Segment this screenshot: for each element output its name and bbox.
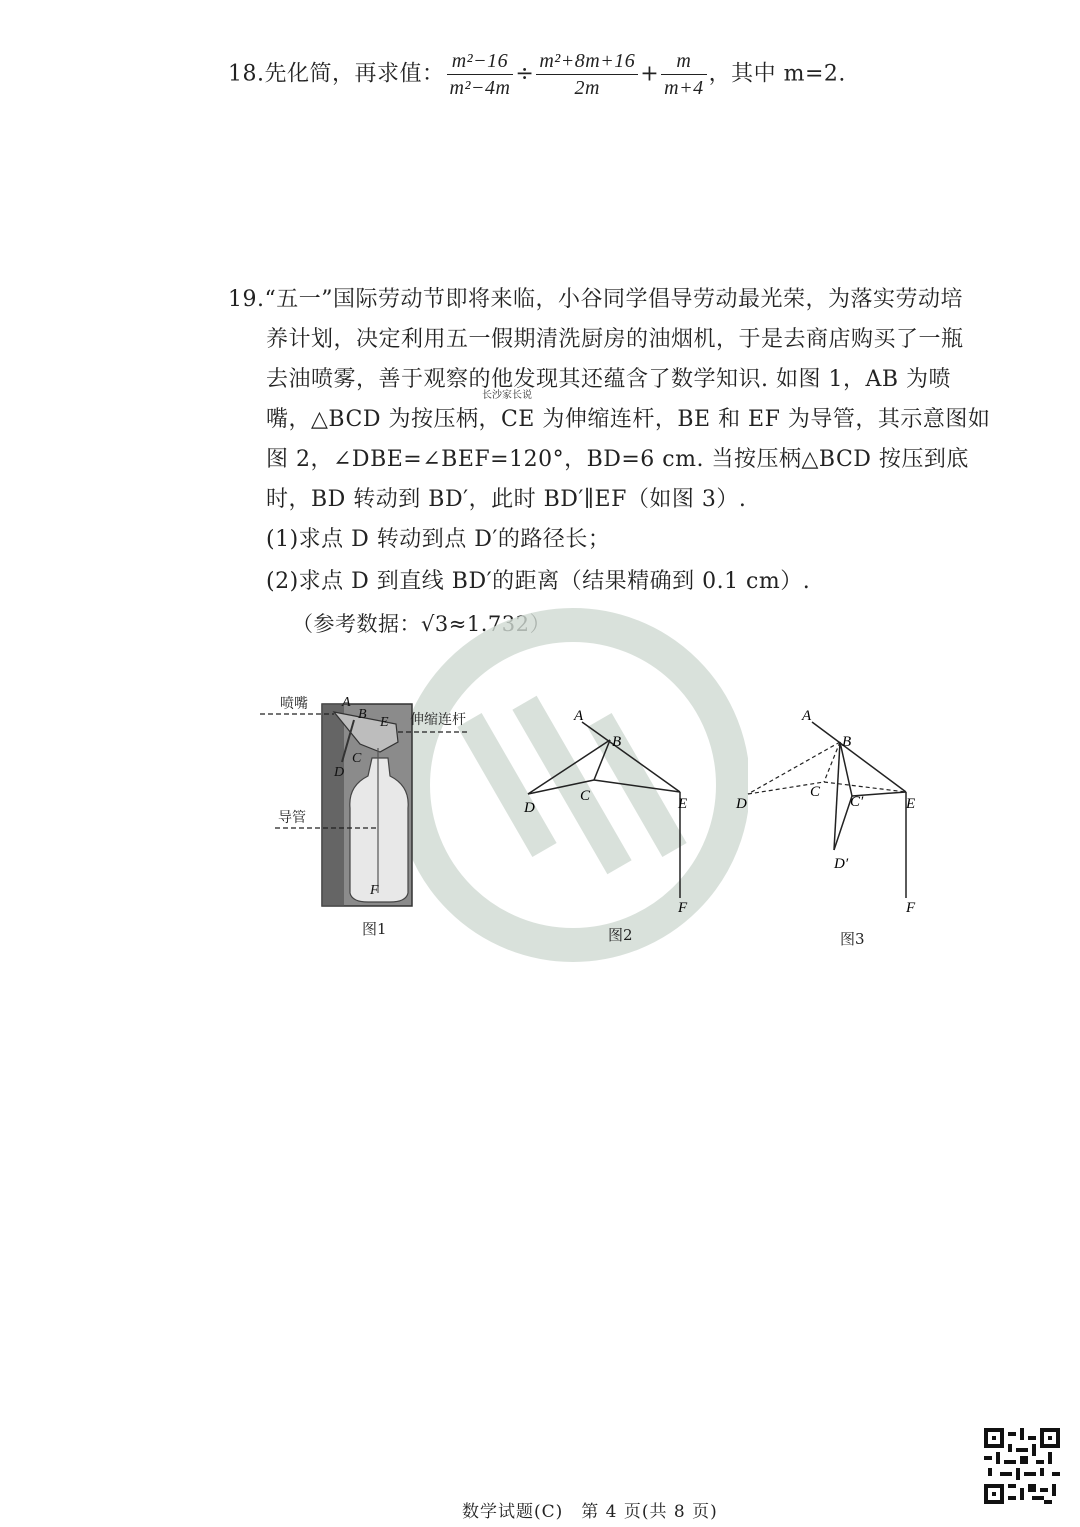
- fig1-pt-B: B: [358, 707, 367, 722]
- fig2-pt-E: E: [678, 796, 688, 812]
- q18-fraction-2: [536, 48, 638, 101]
- q19-line-4: 嘴，△BCD 为按压柄，CE 为伸缩连杆，BE 和 EF 为导管，其示意图如: [266, 407, 991, 432]
- q18-frac2-den: 2m: [574, 77, 600, 99]
- q19-line-1: [228, 282, 963, 313]
- fig2-pt-B: B: [612, 734, 622, 750]
- fig1-pt-F: F: [370, 883, 379, 898]
- q19-line-2: 养计划，决定利用五一假期清洗厨房的油烟机，于是去商店购买了一瓶: [266, 327, 964, 352]
- q18-div: ÷: [515, 61, 535, 87]
- q19-number: 19.: [228, 287, 265, 312]
- fig3-pt-F: F: [906, 900, 916, 916]
- q18-fraction-3: [661, 48, 706, 101]
- fig1-label-nozzle: 喷嘴: [280, 696, 308, 712]
- fig3-pt-D: D: [736, 796, 747, 812]
- fig2-pt-C: C: [580, 788, 591, 804]
- fig1-pt-A: A: [342, 695, 351, 710]
- fig3-pt-D-prime: D′: [834, 856, 849, 872]
- q18-fraction-1: [447, 48, 514, 101]
- figure-3: [730, 700, 930, 920]
- fig2-pt-A: A: [574, 708, 584, 724]
- fig3-pt-E: E: [906, 796, 916, 812]
- q19-line-5: 图 2，∠DBE=∠BEF=120°，BD=6 cm. 当按压柄△BCD 按压到底: [266, 447, 969, 472]
- fig1-pt-D: D: [334, 765, 345, 780]
- fig1-pt-E: E: [380, 715, 389, 730]
- q18-frac1-num: m²−16: [447, 48, 514, 75]
- q19-line-6: 时，BD 转动到 BD′，此时 BD′∥EF（如图 3）.: [266, 487, 747, 512]
- fig3-pt-C: C: [810, 784, 821, 800]
- overlay-note: 长沙家长说: [482, 390, 532, 401]
- q18-frac1-den: m²−4m: [449, 77, 511, 99]
- fig2-pt-D: D: [524, 800, 535, 816]
- q18-frac3-num: m: [661, 48, 706, 75]
- question-18: [228, 48, 846, 101]
- qr-code: [984, 1428, 1060, 1504]
- q18-number: 18.: [228, 61, 265, 87]
- page-footer: 数学试题(C) 第 4 页(共 8 页): [462, 1502, 718, 1522]
- fig3-pt-C-prime: C′: [850, 794, 864, 810]
- fig3-pt-B: B: [842, 734, 852, 750]
- figure-1: [230, 688, 480, 918]
- fig2-caption: 图2: [608, 926, 633, 944]
- q18-frac2-num: m²+8m+16: [536, 48, 638, 75]
- fig3-caption: 图3: [840, 930, 865, 948]
- q18-frac3-den: m+4: [664, 77, 704, 99]
- q19-sub-1: (1)求点 D 转动到点 D′的路径长；: [266, 527, 611, 552]
- fig1-pt-C: C: [352, 751, 362, 766]
- fig1-caption: 图1: [362, 920, 387, 938]
- q19-line-3: 去油喷雾，善于观察的他发现其还蕴含了数学知识. 如图 1，AB 为喷: [266, 367, 952, 392]
- fig1-label-tube: 导管: [278, 810, 306, 826]
- q18-suffix: ，其中 m=2.: [708, 61, 846, 87]
- figure-2: [510, 700, 710, 920]
- q18-prefix: 先化简，再求值：: [264, 61, 445, 87]
- q19-reference-data: （参考数据：√3≈1.732）: [292, 612, 551, 636]
- q19-text-1: “五一”国际劳动节即将来临，小谷同学倡导劳动最光荣，为落实劳动培: [264, 287, 963, 312]
- q18-plus: +: [640, 61, 660, 87]
- fig1-label-rod: 伸缩连杆: [410, 712, 466, 728]
- q19-sub-2: (2)求点 D 到直线 BD′的距离（结果精确到 0.1 cm）.: [266, 569, 811, 594]
- fig3-pt-A: A: [802, 708, 812, 724]
- fig2-pt-F: F: [678, 900, 688, 916]
